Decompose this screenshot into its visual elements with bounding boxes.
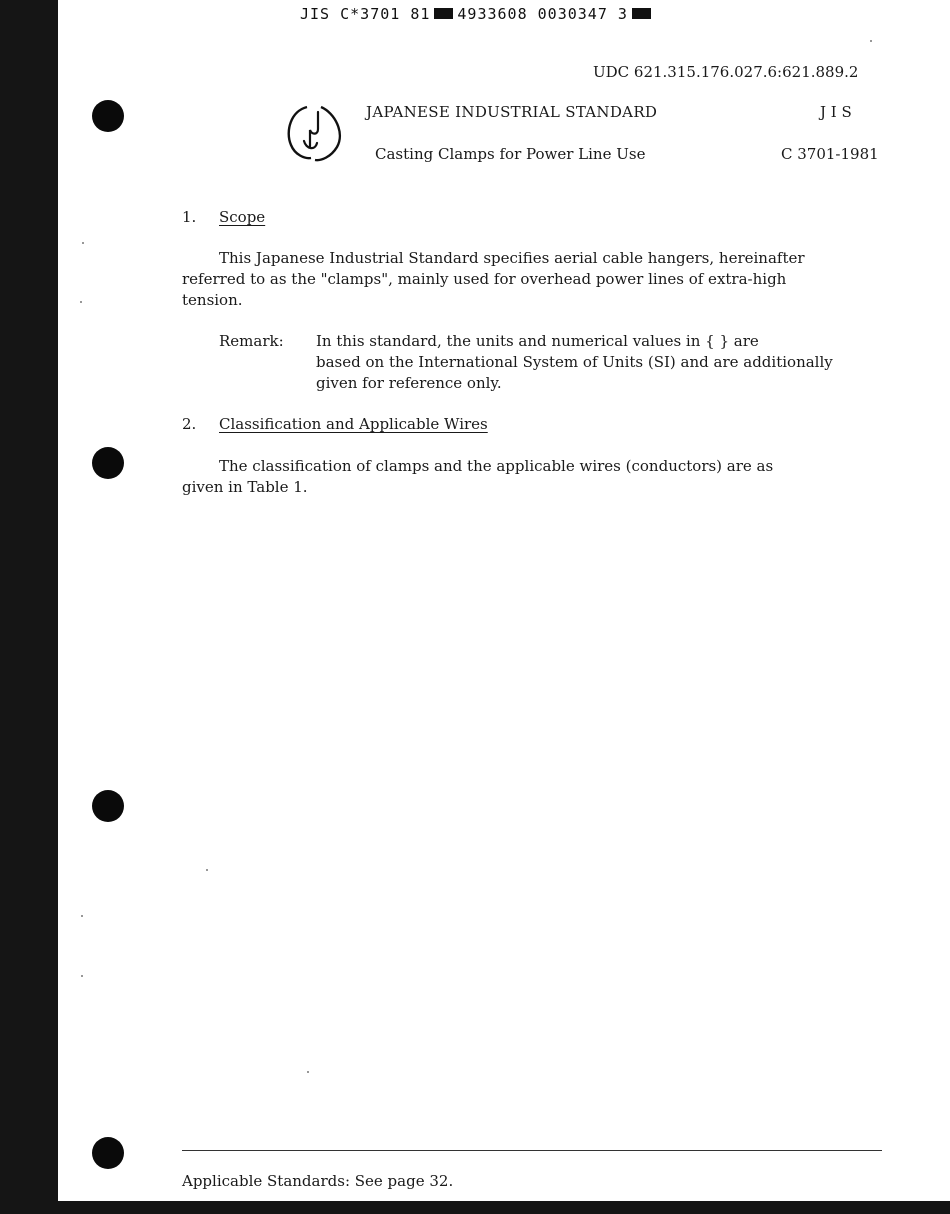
remark-line: based on the International System of Units (SI) and are additionally (316, 353, 833, 371)
scan-header-code (300, 5, 720, 23)
footer-rule (182, 1150, 882, 1151)
punch-hole (92, 790, 124, 822)
standard-org: JAPANESE INDUSTRIAL STANDARD (366, 103, 658, 121)
document-title: Casting Clamps for Power Line Use (375, 145, 646, 163)
scan-speck (82, 242, 84, 244)
section-heading: Scope (219, 208, 266, 226)
scan-speck (81, 915, 83, 917)
scan-speck (81, 975, 83, 977)
header-code-part1: JIS C*3701 81 (300, 5, 431, 23)
section-heading: Classification and Applicable Wires (219, 415, 488, 433)
scan-speck (307, 1071, 309, 1073)
scan-left-margin (0, 0, 58, 1214)
jis-logo-icon (285, 103, 345, 163)
scan-speck (206, 869, 208, 871)
redaction-block (434, 8, 453, 19)
header-code-part2: 4933608 0030347 3 (457, 5, 628, 23)
scan-speck (80, 301, 82, 303)
punch-hole (92, 1137, 124, 1169)
remark-label: Remark: (219, 332, 284, 350)
section-number: 1. (182, 208, 197, 226)
redaction-block (632, 8, 651, 19)
paragraph-line: This Japanese Industrial Standard specifies aerial cable hangers, hereinafter (219, 249, 805, 267)
punch-hole (92, 447, 124, 479)
paragraph-line: The classification of clamps and the applicable wires (conductors) are as (219, 457, 774, 475)
paragraph-line: referred to as the "clamps", mainly used for overhead power lines of extra-high (182, 270, 787, 288)
scan-speck (870, 40, 872, 42)
standard-number: C 3701-1981 (781, 145, 879, 163)
paragraph-line: given in Table 1. (182, 478, 308, 496)
punch-hole (92, 100, 124, 132)
standard-abbr: J I S (820, 103, 852, 121)
paragraph-line: tension. (182, 291, 243, 309)
remark-line: In this standard, the units and numerical values in { } are (316, 332, 759, 350)
scan-bottom-edge (58, 1201, 950, 1214)
udc-code: UDC 621.315.176.027.6:621.889.2 (593, 63, 859, 81)
section-number: 2. (182, 415, 197, 433)
footer-note: Applicable Standards: See page 32. (182, 1172, 454, 1190)
remark-line: given for reference only. (316, 374, 502, 392)
